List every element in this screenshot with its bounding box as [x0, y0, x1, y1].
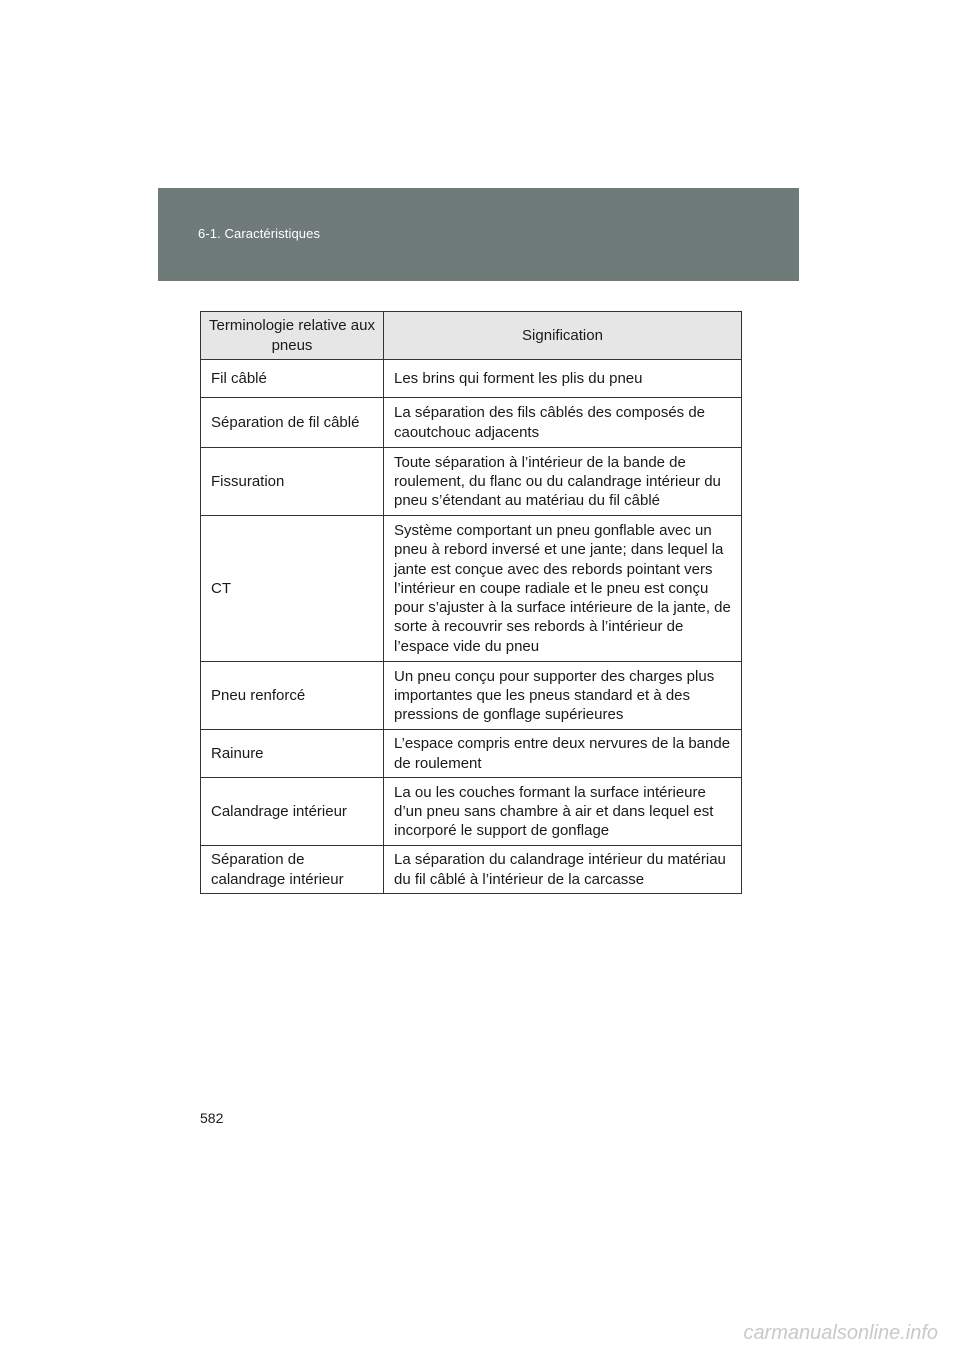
column-header-meaning: Signification	[384, 312, 742, 360]
term-cell: Calandrage intérieur	[201, 778, 384, 846]
term-cell: Fil câblé	[201, 360, 384, 398]
meaning-cell: L’espace compris entre deux nervures de la bande de roulement	[384, 730, 742, 778]
meaning-cell: La ou les couches formant la surface intérieure d’un pneu sans chambre à air et dans lequel est incorporé le support de gonflage	[384, 778, 742, 846]
meaning-cell: Système comportant un pneu gonflable avec un pneu à rebord inversé et une jante; dans lequel la jante est conçue avec des rebords pointant vers l’intérieur en coupe radiale et le pneu est conçu pour s’ajuster à la surface intérieure de la jante, de sorte à recouvrir ses rebords à l’intérieur de l’espace vide du pneu	[384, 516, 742, 662]
term-cell: CT	[201, 516, 384, 662]
page-number: 582	[200, 1110, 224, 1126]
tire-terminology-table	[200, 311, 742, 894]
watermark: carmanualsonline.info	[743, 1322, 938, 1344]
table-row	[201, 846, 742, 894]
section-label: 6-1. Caractéristiques	[198, 226, 321, 241]
meaning-cell: La séparation du calandrage intérieur du matériau du fil câblé à l’intérieur de la carcasse	[384, 846, 742, 894]
table-row	[201, 360, 742, 398]
term-cell: Séparation de calandrage intérieur	[201, 846, 384, 894]
table-row	[201, 398, 742, 448]
table-row	[201, 778, 742, 846]
section-header-band	[158, 188, 799, 281]
meaning-cell: La séparation des fils câblés des composés de caoutchouc adjacents	[384, 398, 742, 448]
table-row	[201, 662, 742, 730]
term-cell: Séparation de fil câblé	[201, 398, 384, 448]
table-header-row	[201, 312, 742, 360]
column-header-term: Terminologie relative aux pneus	[201, 312, 384, 360]
table-row	[201, 448, 742, 516]
meaning-cell: Un pneu conçu pour supporter des charges plus importantes que les pneus standard et à des pressions de gonflage supérieures	[384, 662, 742, 730]
term-cell: Rainure	[201, 730, 384, 778]
term-cell: Pneu renforcé	[201, 662, 384, 730]
table-row	[201, 730, 742, 778]
table-row	[201, 516, 742, 662]
meaning-cell: Les brins qui forment les plis du pneu	[384, 360, 742, 398]
term-cell: Fissuration	[201, 448, 384, 516]
meaning-cell: Toute séparation à l’intérieur de la bande de roulement, du flanc ou du calandrage intérieur du pneu s’étendant au matériau du fil câblé	[384, 448, 742, 516]
